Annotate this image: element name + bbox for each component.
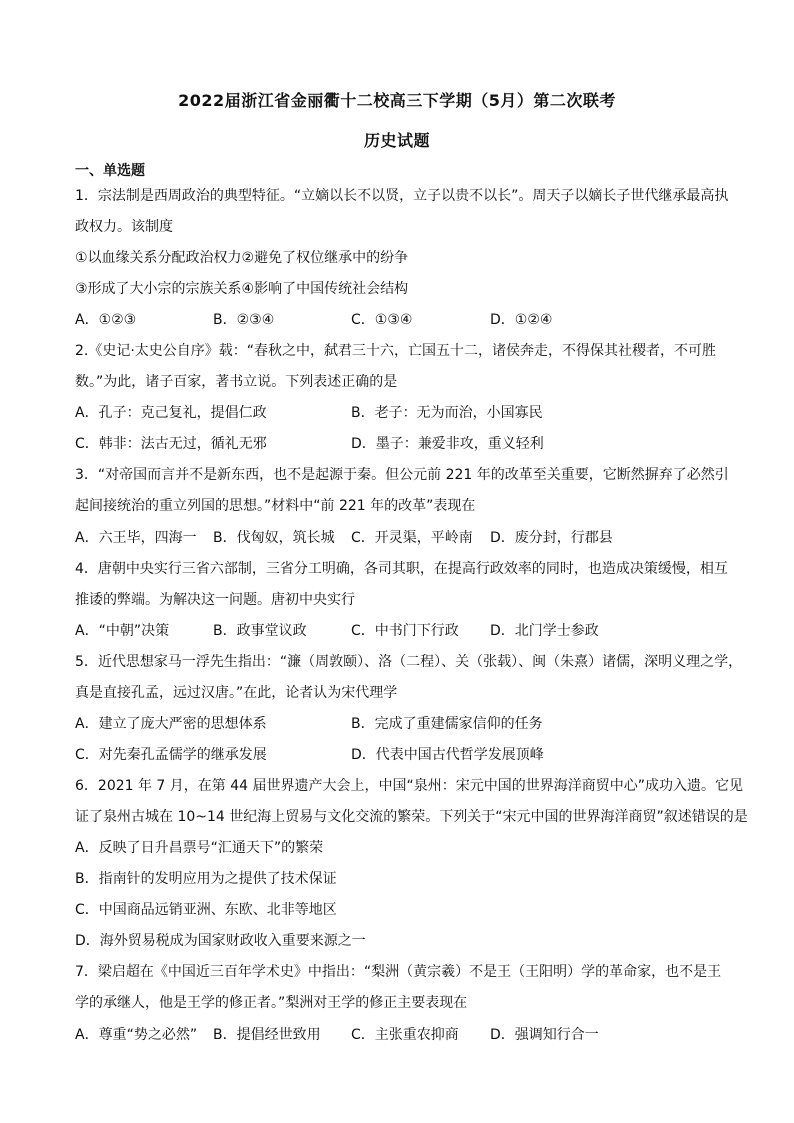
q5-stem-line1: 5．近代思想家马一浮先生指出：“濂（周敦颐）、洛（二程）、关（张载）、闽（朱熹）诸儒，深明义理之学， (75, 654, 743, 670)
q1-item-line2: ③形成了大小宗的宗族关系④影响了中国传统社会结构 (75, 281, 409, 297)
q2-option-c: C．韩非：法古无过，循礼无邪 (75, 436, 267, 452)
q1-option-d: D．①②④ (490, 312, 553, 328)
q1-option-c: C．①③④ (351, 312, 413, 328)
q3-option-b: B．伐匈奴，筑长城 (213, 530, 335, 546)
q4-option-b: B．政事堂议政 (213, 623, 307, 639)
q6-option-b: B．指南针的发明应用为之提供了技术保证 (75, 871, 337, 887)
q7-stem-line1: 7．梁启超在《中国近三百年学术史》中指出：“梨洲（黄宗羲）不是王（王阳明）学的革命家，也不是王 (75, 964, 722, 980)
q5-option-d: D．代表中国古代哲学发展顶峰 (351, 747, 544, 763)
q2-stem-line2: 数。”为此，诸子百家，著书立说。下列表述正确的是 (75, 374, 398, 390)
q3-option-d: D．废分封，行郡县 (490, 530, 613, 546)
q7-option-a: A．尊重“势之必然” (75, 1027, 198, 1043)
q2-stem-line1: 2.《史记·太史公自序》载：“春秋之中，弑君三十六，亡国五十二，诸侯奔走，不得保其社稷者，不可胜 (75, 343, 717, 359)
q5-stem-line2: 真是直接孔孟，远过汉唐。”在此，论者认为宋代理学 (75, 685, 398, 701)
q1-stem-line1: 1．宗法制是西周政治的典型特征。“立嫡以长不以贤，立子以贵不以长”。周天子以嫡长子世代继承最高执 (75, 188, 729, 204)
q7-option-c: C．主张重农抑商 (351, 1027, 459, 1043)
q2-option-d: D．墨子：兼爱非攻，重义轻利 (351, 436, 544, 452)
q5-option-a: A．建立了庞大严密的思想体系 (75, 716, 267, 732)
q4-stem-line1: 4．唐朝中央实行三省六部制，三省分工明确，各司其职，在提高行政效率的同时，也造成决策缓慢，相互 (75, 561, 728, 577)
exam-title: 2022届浙江省金丽衢十二校高三下学期（5月）第二次联考 (178, 91, 616, 110)
q7-option-b: B．提倡经世致用 (213, 1027, 321, 1043)
q4-option-c: C．中书门下行政 (351, 623, 459, 639)
q2-option-a: A．孔子：克己复礼，提倡仁政 (75, 405, 267, 421)
q1-option-b: B．②③④ (213, 312, 275, 328)
q7-option-d: D．强调知行合一 (490, 1027, 599, 1043)
q6-stem-line1: 6．2021 年 7 月，在第 44 届世界遗产大会上，中国“泉州：宋元中国的世界海洋商贸中心”成功入遗。它见 (75, 778, 744, 794)
q6-option-a: A．反映了日升昌票号“汇通天下”的繁荣 (75, 840, 324, 856)
q7-stem-line2: 学的承继人，他是王学的修正者。”梨洲对王学的修正主要表现在 (75, 995, 468, 1011)
q3-stem-line1: 3．“对帝国而言并不是新东西，也不是起源于秦。但公元前 221 年的改革至关重要，它断然摒弃了必然引 (75, 467, 729, 483)
section-heading: 一、单选题 (75, 163, 145, 179)
q6-stem-line2: 证了泉州古城在 10~14 世纪海上贸易与文化交流的繁荣。下列关于“宋元中国的世界海洋商贸”叙述错误的是 (75, 809, 748, 825)
q5-option-b: B．完成了重建儒家信仰的任务 (351, 716, 543, 732)
exam-subtitle: 历史试题 (363, 131, 430, 150)
q4-option-a: A．“中朝”决策 (75, 623, 170, 639)
q1-stem-line2: 政权力。该制度 (75, 219, 173, 235)
q4-stem-line2: 推诿的弊端。为解决这一问题。唐初中央实行 (75, 592, 355, 608)
q4-option-d: D．北门学士参政 (490, 623, 599, 639)
q6-option-d: D．海外贸易税成为国家财政收入重要来源之一 (75, 933, 366, 949)
q6-option-c: C．中国商品远销亚洲、东欧、北非等地区 (75, 902, 337, 918)
q1-item-line1: ①以血缘关系分配政治权力②避免了权位继承中的纷争 (75, 250, 409, 266)
q3-option-a: A．六王毕，四海一 (75, 530, 197, 546)
q3-stem-line2: 起间接统治的重立列国的思想。”材料中“前 221 年的改革”表现在 (75, 498, 476, 514)
q3-option-c: C．开灵渠，平岭南 (351, 530, 473, 546)
q1-option-a: A．①②③ (75, 312, 137, 328)
q5-option-c: C．对先秦孔孟儒学的继承发展 (75, 747, 267, 763)
q2-option-b: B．老子：无为而治，小国寡民 (351, 405, 543, 421)
